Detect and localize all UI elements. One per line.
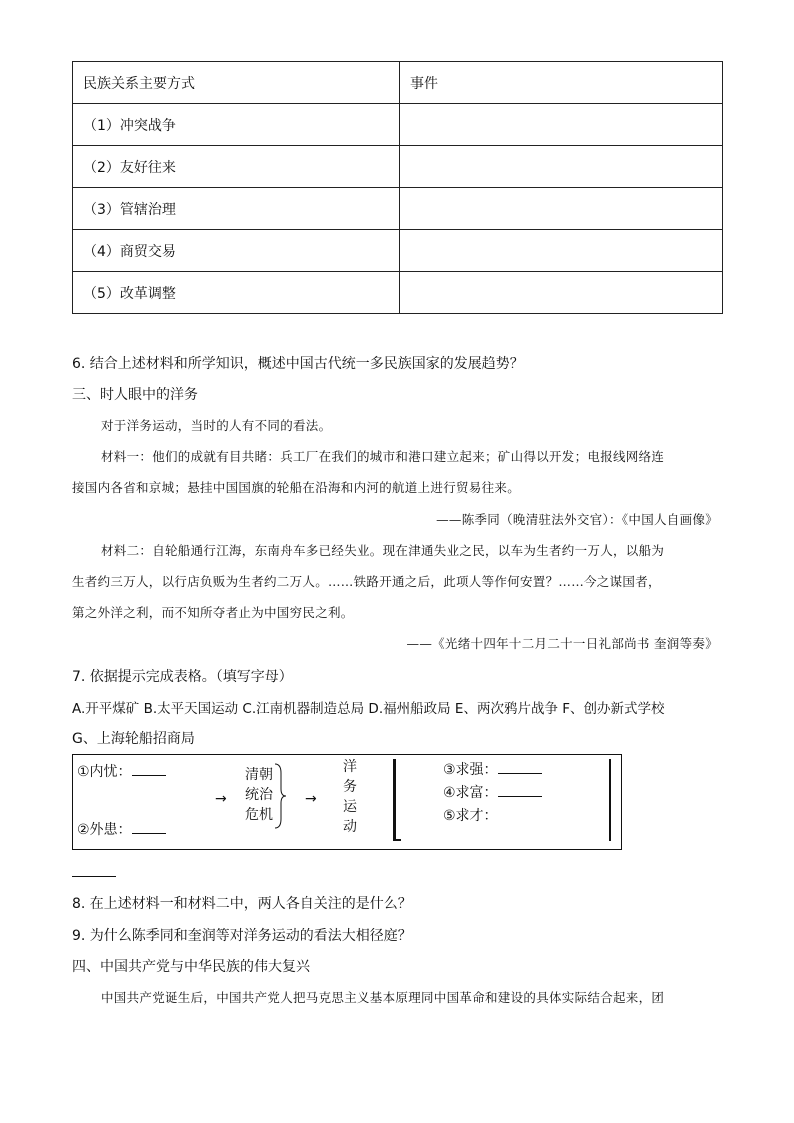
- question-9: 9. 为什么陈季同和奎润等对洋务运动的看法大相径庭？: [72, 928, 412, 944]
- inner-trouble-item: [77, 761, 166, 781]
- table-row: [73, 230, 723, 272]
- section-4-title: 四、中国共产党与中华民族的伟大复兴: [72, 959, 310, 975]
- table-answer-cell[interactable]: [400, 104, 723, 146]
- goal-strength-label: ③求强：: [443, 762, 498, 778]
- ethnic-relations-table: [72, 61, 723, 314]
- goal-wealth-blank[interactable]: [498, 784, 542, 797]
- table-cell: （1）冲突战争: [73, 104, 400, 146]
- table-row: [73, 146, 723, 188]
- table-answer-cell[interactable]: [400, 146, 723, 188]
- table-cell: （2）友好往来: [73, 146, 400, 188]
- material-1-source: ——陈季同（晚清驻法外交官）：《中国人自画像》: [436, 512, 718, 527]
- movement-text: 动: [343, 819, 357, 835]
- crisis-text: 统治: [245, 787, 273, 803]
- movement-text: 务: [343, 779, 357, 795]
- crisis-block: [245, 765, 273, 825]
- goal-strength-blank[interactable]: [498, 761, 542, 774]
- movement-block: [343, 757, 357, 837]
- movement-text: 运: [343, 799, 357, 815]
- material-2-line-3: 第之外洋之利，而不知所夺者止为中国穷民之利。: [72, 605, 354, 620]
- table-row: [73, 188, 723, 230]
- goal-talent-label: ⑤求才：: [443, 808, 498, 824]
- right-brace-icon: [273, 763, 287, 829]
- table-cell: （4）商贸交易: [73, 230, 400, 272]
- table-header-cell: 民族关系主要方式: [73, 62, 400, 104]
- table-answer-cell[interactable]: [400, 188, 723, 230]
- material-2-line-1: 材料二：自轮船通行江海，东南舟车多已经失业。现在津通失业之民，以车为生者约一万人，以船为: [101, 543, 665, 558]
- crisis-text: 危机: [245, 807, 273, 823]
- question-6: 6. 结合上述材料和所学知识，概述中国古代统一多民族国家的发展趋势？: [72, 356, 524, 372]
- question-7: 7. 依据提示完成表格。（填写字母）: [72, 669, 293, 685]
- section-3-intro: 对于洋务运动，当时的人有不同的看法。: [101, 418, 332, 433]
- table-answer-cell[interactable]: [400, 230, 723, 272]
- material-2-source: ——《光绪十四年十二月二十一日礼部尚书 奎润等奏》: [406, 636, 718, 651]
- crisis-text: 清朝: [245, 767, 273, 783]
- right-bracket: [609, 759, 611, 841]
- table-answer-cell[interactable]: [400, 272, 723, 314]
- material-1-line-2: 接国内各省和京城；悬挂中国国旗的轮船在沿海和内河的航道上进行贸易往来。: [72, 480, 521, 495]
- arrow-right-icon: →: [215, 791, 227, 807]
- outer-trouble-label: ②外患：: [77, 822, 132, 838]
- bracket-foot: [393, 839, 401, 841]
- westernization-diagram: [72, 754, 622, 850]
- material-1-line-1: 材料一：他们的成就有目共睹：兵工厂在我们的城市和港口建立起来；矿山得以开发；电报线网络连: [101, 449, 665, 464]
- table-header-row: [73, 62, 723, 104]
- inner-trouble-label: ①内忧：: [77, 764, 132, 780]
- table-header-cell: 事件: [400, 62, 723, 104]
- outer-trouble-blank[interactable]: [132, 821, 166, 834]
- left-bracket: [393, 759, 396, 841]
- inner-trouble-blank[interactable]: [132, 763, 166, 776]
- table-cell: （5）改革调整: [73, 272, 400, 314]
- question-7-options: A.开平煤矿 B.太平天国运动 C.江南机器制造总局 D.福州船政局 E、两次鸦片战争 F、创办新式学校: [72, 701, 665, 717]
- arrow-right-icon: →: [305, 791, 317, 807]
- table-row: [73, 272, 723, 314]
- outer-trouble-item: [77, 819, 166, 839]
- section-3-title: 三、时人眼中的洋务: [72, 387, 198, 403]
- table-cell: （3）管辖治理: [73, 188, 400, 230]
- table-row: [73, 104, 723, 146]
- goal-wealth-item: [443, 782, 542, 802]
- goal-wealth-label: ④求富：: [443, 785, 498, 801]
- material-2-line-2: 生者约三万人，以行店负贩为生者约二万人。……铁路开通之后，此项人等作何安置？……今之谋国者，: [72, 574, 661, 589]
- section-4-text: 中国共产党诞生后，中国共产党人把马克思主义基本原理同中国革命和建设的具体实际结合起来，团: [101, 990, 665, 1005]
- goal-strength-item: [443, 759, 542, 779]
- question-8: 8. 在上述材料一和材料二中，两人各自关注的是什么？: [72, 896, 412, 912]
- movement-text: 洋: [343, 759, 357, 775]
- divider: [72, 876, 116, 877]
- question-7-options-cont: G、上海轮船招商局: [72, 731, 195, 747]
